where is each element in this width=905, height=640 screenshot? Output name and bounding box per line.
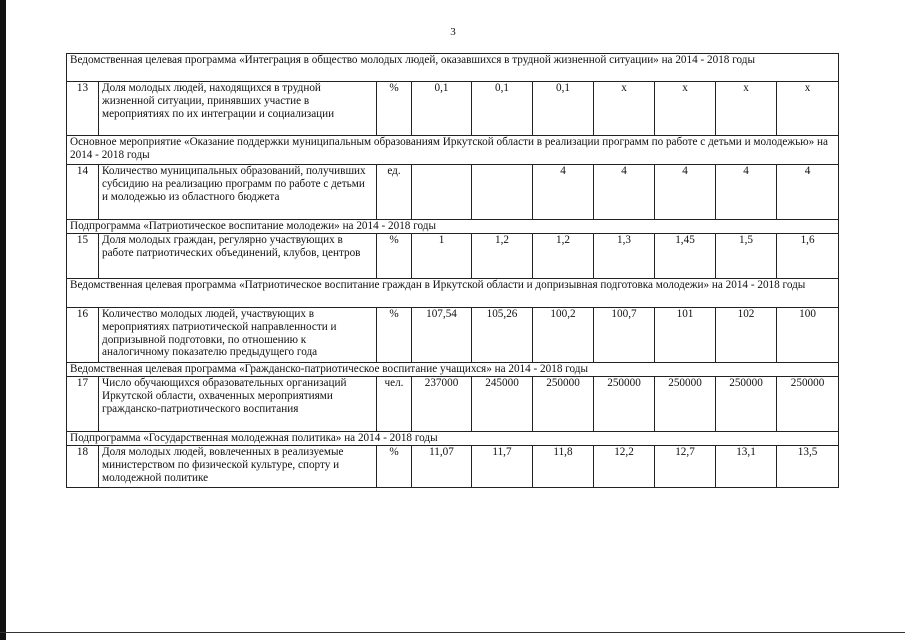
unit-cell: % (377, 234, 412, 279)
section-row (67, 279, 839, 308)
indicator-row (67, 234, 839, 279)
value-cell (472, 165, 533, 220)
value-cell: 0,1 (472, 82, 533, 136)
value-cell: 102 (716, 308, 777, 363)
value-cell: x (716, 82, 777, 136)
row-number: 18 (67, 446, 99, 488)
indicator-name: Доля молодых граждан, регулярно участвующих в работе патриотических объединений, клубов, центров (99, 234, 377, 279)
value-cell: 0,1 (412, 82, 472, 136)
value-cell: 4 (716, 165, 777, 220)
table-body (67, 54, 839, 488)
value-cell: 11,07 (412, 446, 472, 488)
value-cell (412, 165, 472, 220)
value-cell: x (655, 82, 716, 136)
section-title: Подпрограмма «Патриотическое воспитание молодежи» на 2014 - 2018 годы (67, 220, 839, 234)
value-cell: 0,1 (533, 82, 594, 136)
value-cell: 245000 (472, 377, 533, 432)
row-number: 15 (67, 234, 99, 279)
section-title: Ведомственная целевая программа «Гражданско-патриотическое воспитание учащихся» на 2014 - 2018 годы (67, 363, 839, 377)
section-row (67, 363, 839, 377)
value-cell: 250000 (777, 377, 839, 432)
indicator-name: Доля молодых людей, вовлеченных в реализуемые министерством по физической культуре, спорту и молодежной политике (99, 446, 377, 488)
value-cell: 11,8 (533, 446, 594, 488)
section-title: Ведомственная целевая программа «Интеграция в общество молодых людей, оказавшихся в трудной жизненной ситуации» на 2014 - 2018 годы (67, 54, 839, 82)
value-cell: 4 (594, 165, 655, 220)
indicator-name: Количество молодых людей, участвующих в мероприятиях патриотической направленности и допризывной подготовки, по отношению к аналогичному показателю предыдущего года (99, 308, 377, 363)
value-cell: x (777, 82, 839, 136)
indicator-row (67, 446, 839, 488)
value-cell: 100 (777, 308, 839, 363)
value-cell: 250000 (655, 377, 716, 432)
unit-cell: % (377, 446, 412, 488)
value-cell: 13,1 (716, 446, 777, 488)
page-number: 3 (450, 26, 456, 38)
row-number: 17 (67, 377, 99, 432)
value-cell: 4 (655, 165, 716, 220)
value-cell: 1,3 (594, 234, 655, 279)
value-cell: 107,54 (412, 308, 472, 363)
value-cell: 4 (533, 165, 594, 220)
section-title: Подпрограмма «Государственная молодежная политика» на 2014 - 2018 годы (67, 432, 839, 446)
unit-cell: ед. (377, 165, 412, 220)
value-cell: 250000 (594, 377, 655, 432)
section-row (67, 432, 839, 446)
value-cell: 250000 (533, 377, 594, 432)
indicator-row (67, 377, 839, 432)
value-cell: 1,45 (655, 234, 716, 279)
row-number: 14 (67, 165, 99, 220)
unit-cell: чел. (377, 377, 412, 432)
value-cell: 1,6 (777, 234, 839, 279)
scan-bottom-edge (0, 632, 905, 633)
indicator-row (67, 165, 839, 220)
value-cell: 105,26 (472, 308, 533, 363)
value-cell: 1,2 (472, 234, 533, 279)
row-number: 13 (67, 82, 99, 136)
indicator-name: Количество муниципальных образований, получивших субсидию на реализацию программ по работе с детьми и молодежью из областного бюджета (99, 165, 377, 220)
value-cell: 1,5 (716, 234, 777, 279)
value-cell: 237000 (412, 377, 472, 432)
row-number: 16 (67, 308, 99, 363)
indicator-name: Число обучающихся образовательных организаций Иркутской области, охваченных мероприятиями гражданско-патриотического воспитания (99, 377, 377, 432)
indicator-row (67, 82, 839, 136)
value-cell: 1,2 (533, 234, 594, 279)
value-cell: 1 (412, 234, 472, 279)
section-row (67, 54, 839, 82)
value-cell: 13,5 (777, 446, 839, 488)
value-cell: 250000 (716, 377, 777, 432)
value-cell: 101 (655, 308, 716, 363)
section-title: Ведомственная целевая программа «Патриотическое воспитание граждан в Иркутской области и допризывная подготовка молодежи» на 2014 - 2018 годы (67, 279, 839, 308)
scan-left-edge (0, 0, 6, 640)
section-row (67, 136, 839, 165)
value-cell: 100,7 (594, 308, 655, 363)
value-cell: 12,2 (594, 446, 655, 488)
unit-cell: % (377, 82, 412, 136)
value-cell: 12,7 (655, 446, 716, 488)
value-cell: x (594, 82, 655, 136)
indicators-table (66, 53, 839, 488)
value-cell: 100,2 (533, 308, 594, 363)
unit-cell: % (377, 308, 412, 363)
section-row (67, 220, 839, 234)
value-cell: 11,7 (472, 446, 533, 488)
indicator-name: Доля молодых людей, находящихся в трудной жизненной ситуации, принявших участие в мероприятиях по их интеграции и социализации (99, 82, 377, 136)
section-title: Основное мероприятие «Оказание поддержки муниципальным образованиям Иркутской области в реализации программ по работе с детьми и молодежью» на 2014 - 2018 годы (67, 136, 839, 165)
indicator-row (67, 308, 839, 363)
value-cell: 4 (777, 165, 839, 220)
